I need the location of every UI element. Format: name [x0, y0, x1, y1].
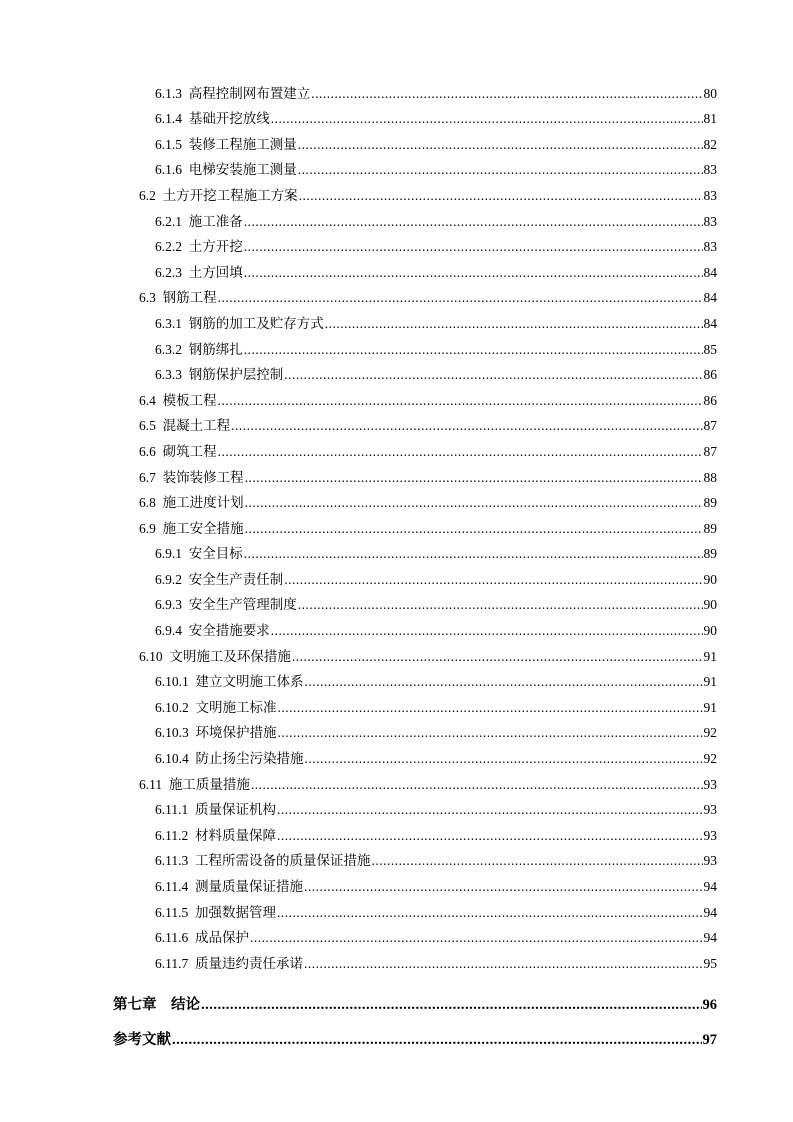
toc-entry-label	[155, 85, 310, 103]
toc-page-number: 94	[703, 904, 717, 920]
toc-entry[interactable]	[155, 563, 717, 589]
toc-entry-number: 6.5	[139, 418, 156, 434]
toc-dot-leader	[277, 827, 703, 845]
toc-entry-number: 6.11	[139, 776, 163, 792]
toc-page-number: 90	[703, 571, 717, 587]
toc-entry-number: 6.9.1	[155, 546, 182, 562]
toc-entry-title: 高程控制网布置建立	[188, 85, 311, 101]
toc-entry-title: 钢筋绑扎	[188, 341, 243, 357]
toc-entry[interactable]	[155, 538, 717, 564]
toc-page-number: 83	[703, 213, 717, 229]
toc-entry-label	[155, 622, 270, 640]
toc-dot-leader	[305, 673, 703, 691]
toc-entry[interactable]	[155, 794, 717, 820]
toc-page-number: 93	[703, 802, 717, 818]
toc-entry[interactable]	[155, 256, 717, 282]
toc-entry-number: 6.9	[139, 520, 156, 536]
toc-page-number: 90	[703, 597, 717, 613]
toc-page-number: 86	[703, 392, 717, 408]
toc-dot-leader	[304, 955, 703, 973]
toc-entry-number: 6.6	[139, 443, 156, 459]
toc-entry-label	[155, 724, 277, 742]
toc-page-number: 90	[703, 623, 717, 639]
toc-entry[interactable]	[155, 870, 717, 896]
toc-entry-label	[139, 520, 244, 538]
toc-page-number: 93	[703, 827, 717, 843]
toc-entry-label	[113, 1031, 171, 1049]
toc-entry-label	[155, 699, 277, 717]
toc-entry-label	[113, 996, 200, 1014]
toc-page-number: 93	[703, 776, 717, 792]
toc-entry[interactable]	[155, 589, 717, 615]
toc-chapter-title: 结论	[171, 996, 200, 1013]
toc-dot-leader	[250, 929, 703, 947]
toc-entry-title: 安全生产管理制度	[188, 597, 297, 613]
toc-page-number: 85	[703, 341, 717, 357]
toc-entry-title: 混凝土工程	[162, 418, 231, 434]
toc-entry-number: 6.8	[139, 495, 156, 511]
toc-entry-label	[139, 443, 217, 461]
toc-entry-label	[155, 852, 371, 870]
toc-entry-label	[155, 955, 303, 973]
toc-entry-label	[155, 596, 297, 614]
toc-entry-label	[155, 929, 249, 947]
toc-entry-title: 加强数据管理	[195, 904, 276, 920]
toc-entry-number: 6.3.3	[155, 367, 182, 383]
toc-page-number: 92	[703, 725, 717, 741]
toc-dot-leader	[231, 417, 702, 435]
toc-page-number: 95	[703, 955, 717, 971]
toc-page-number: 83	[703, 239, 717, 255]
toc-entry-number: 6.1.5	[155, 136, 182, 152]
toc-entry-label	[155, 161, 297, 179]
toc-page-number: 91	[703, 674, 717, 690]
toc-entry-number: 6.10	[139, 648, 163, 664]
toc-chapter-title: 参考文献	[113, 1031, 171, 1048]
toc-entry-number: 6.11.6	[155, 930, 189, 946]
toc-dot-leader	[278, 724, 703, 742]
toc-entry-number: 6.11.2	[155, 827, 189, 843]
toc-entry[interactable]	[155, 845, 717, 871]
toc-page-number: 87	[703, 418, 717, 434]
toc-dot-leader	[305, 750, 703, 768]
toc-dot-leader	[298, 161, 703, 179]
toc-page-number: 91	[703, 699, 717, 715]
toc-entry-number: 6.11.3	[155, 853, 189, 869]
toc-entry-label	[139, 776, 250, 794]
toc-entry[interactable]	[155, 103, 717, 129]
toc-page-number: 86	[703, 367, 717, 383]
toc-dot-leader	[172, 1031, 702, 1049]
toc-entry-number: 6.3	[139, 290, 156, 306]
toc-page-number: 84	[703, 264, 717, 280]
toc-entry[interactable]	[139, 179, 717, 205]
toc-dot-leader	[201, 996, 702, 1014]
toc-entry-title: 土方开挖	[188, 239, 243, 255]
toc-entry-number: 6.10.3	[155, 725, 189, 741]
toc-dot-leader	[218, 289, 703, 307]
toc-entry-number: 6.9.2	[155, 571, 182, 587]
toc-entry[interactable]	[155, 691, 717, 717]
toc-dot-leader	[372, 852, 703, 870]
toc-page-number: 87	[703, 443, 717, 459]
toc-entry-title: 钢筋保护层控制	[188, 367, 284, 383]
toc-dot-leader	[304, 878, 703, 896]
toc-entry-number: 6.1.6	[155, 162, 182, 178]
toc-dot-leader	[299, 187, 703, 205]
toc-dot-leader	[278, 699, 703, 717]
toc-entry-label	[155, 238, 243, 256]
toc-dot-leader	[244, 545, 703, 563]
toc-page-number: 89	[703, 520, 717, 536]
toc-page-number: 89	[703, 546, 717, 562]
toc-dot-leader	[244, 264, 703, 282]
toc-entry-title: 防止扬尘污染措施	[195, 751, 304, 767]
toc-entry[interactable]	[155, 666, 717, 692]
toc-dot-leader	[298, 136, 703, 154]
toc-entry-title: 成品保护	[195, 930, 249, 946]
toc-entry-label	[155, 110, 270, 128]
toc-entry-number: 6.7	[139, 469, 156, 485]
toc-dot-leader	[271, 110, 703, 128]
toc-entry-number: 6.2.1	[155, 213, 182, 229]
toc-entry[interactable]	[155, 947, 717, 973]
toc-entry[interactable]	[139, 461, 717, 487]
toc-entry-label	[155, 545, 243, 563]
toc-page-number: 81	[703, 111, 717, 127]
toc-entry-number: 6.11.1	[155, 802, 189, 818]
toc-dot-leader	[298, 596, 703, 614]
toc-entry[interactable]	[139, 435, 717, 461]
toc-entry[interactable]	[155, 359, 717, 385]
toc-entry-label	[155, 878, 303, 896]
toc-chapter[interactable]	[113, 979, 717, 1014]
toc-entry-title: 文明施工及环保措施	[169, 648, 291, 664]
toc-entry[interactable]	[139, 384, 717, 410]
toc-dot-leader	[218, 443, 703, 461]
toc-dot-leader	[284, 366, 702, 384]
toc-dot-leader	[244, 213, 703, 231]
toc-entry-label	[139, 494, 244, 512]
toc-entry[interactable]	[155, 154, 717, 180]
toc-page-number: 96	[702, 996, 717, 1013]
toc-entry-title: 材料质量保障	[195, 827, 276, 843]
toc-page-number: 84	[703, 315, 717, 331]
toc-entry[interactable]	[155, 922, 717, 948]
toc-entry-number: 6.2.2	[155, 239, 182, 255]
toc-entry-label	[155, 315, 324, 333]
toc-entry[interactable]	[139, 768, 717, 794]
toc-dot-leader	[277, 904, 703, 922]
toc-entry[interactable]	[155, 819, 717, 845]
toc-entry[interactable]	[155, 205, 717, 231]
toc-dot-leader	[311, 85, 702, 103]
toc-entry-title: 钢筋工程	[162, 290, 217, 306]
toc-entry-number: 6.10.4	[155, 751, 189, 767]
toc-entry-title: 质量违约责任承诺	[195, 955, 303, 971]
toc-entry-title: 安全目标	[188, 546, 243, 562]
toc-entry-label	[155, 750, 304, 768]
toc-dot-leader	[277, 801, 703, 819]
toc-page-number: 83	[703, 187, 717, 203]
toc-dot-leader	[245, 469, 703, 487]
toc-entry-number: 6.10.2	[155, 699, 189, 715]
toc-page-number: 92	[703, 751, 717, 767]
toc-entry-title: 土方开挖工程施工方案	[162, 187, 298, 203]
toc-entry-label	[139, 469, 244, 487]
toc-entry-number: 6.3.1	[155, 315, 182, 331]
toc-page-number: 89	[703, 495, 717, 511]
toc-entry[interactable]	[155, 614, 717, 640]
toc-entry-number: 6.4	[139, 392, 156, 408]
toc-entry[interactable]	[155, 77, 717, 103]
toc-page-number: 94	[703, 930, 717, 946]
toc-page-number: 84	[703, 290, 717, 306]
toc-entry-title: 砌筑工程	[162, 443, 217, 459]
toc-entry-label	[155, 673, 304, 691]
toc-entry[interactable]	[139, 410, 717, 436]
toc-entry-number: 6.1.3	[155, 85, 182, 101]
toc-entry[interactable]	[155, 231, 717, 257]
toc-page-number: 80	[703, 85, 717, 101]
toc-page-number: 83	[703, 162, 717, 178]
toc-dot-leader	[251, 776, 703, 794]
toc-entry-number: 6.9.3	[155, 597, 182, 613]
toc-entry[interactable]	[155, 307, 717, 333]
toc-dot-leader	[292, 648, 703, 666]
toc-entry-number: 6.2.3	[155, 264, 182, 280]
toc-entry[interactable]	[155, 333, 717, 359]
toc-page-number: 94	[703, 879, 717, 894]
toc-entry-label	[155, 341, 243, 359]
toc-entry-label	[155, 827, 276, 845]
toc-entry[interactable]	[139, 282, 717, 308]
toc-entry-title: 装修工程施工测量	[188, 136, 297, 152]
table-of-contents	[0, 77, 793, 1049]
toc-entry-title: 测量质量保证措施	[195, 879, 303, 894]
toc-page-number: 93	[703, 853, 717, 869]
toc-entry-number: 6.10.1	[155, 674, 189, 690]
toc-entry[interactable]	[155, 896, 717, 922]
toc-entry-title: 安全生产责任制	[188, 571, 284, 587]
toc-entry-title: 安全措施要求	[188, 623, 270, 639]
toc-dot-leader	[244, 341, 703, 359]
toc-entry-label	[139, 417, 230, 435]
toc-entry-number: 6.2	[139, 187, 156, 203]
toc-entry-title: 施工准备	[188, 213, 243, 229]
toc-entry-label	[139, 648, 291, 666]
toc-dot-leader	[271, 622, 703, 640]
toc-entry-title: 环境保护措施	[195, 725, 277, 741]
toc-page-number: 88	[703, 469, 717, 485]
toc-entry-title: 文明施工标准	[195, 699, 277, 715]
toc-entry-title: 基础开挖放线	[188, 111, 270, 127]
toc-entry-number: 6.3.2	[155, 341, 182, 357]
toc-entry[interactable]	[155, 717, 717, 743]
toc-entry-title: 电梯安装施工测量	[188, 162, 297, 178]
toc-entry-number: 6.1.4	[155, 111, 182, 127]
toc-page-number: 91	[703, 648, 717, 664]
toc-dot-leader	[244, 238, 703, 256]
toc-entry-label	[155, 136, 297, 154]
toc-entry-number: 6.11.7	[155, 955, 189, 971]
toc-entry[interactable]	[139, 512, 717, 538]
toc-entry-title: 土方回填	[188, 264, 243, 280]
toc-entry-label	[155, 366, 283, 384]
toc-page-number: 82	[703, 136, 717, 152]
toc-chapter-number: 第七章	[113, 996, 157, 1013]
toc-entry-title: 质量保证机构	[195, 802, 276, 818]
toc-dot-leader	[245, 520, 703, 538]
toc-dot-leader	[325, 315, 703, 333]
toc-entry[interactable]	[139, 640, 717, 666]
toc-entry-label	[155, 571, 283, 589]
toc-entry-title: 建立文明施工体系	[195, 674, 304, 690]
toc-entry-label	[139, 392, 217, 410]
toc-chapter[interactable]	[113, 1014, 717, 1049]
toc-entry-label	[139, 289, 217, 307]
toc-entry[interactable]	[155, 742, 717, 768]
toc-entry-title: 钢筋的加工及贮存方式	[188, 315, 324, 331]
toc-entry-title: 装饰装修工程	[162, 469, 244, 485]
toc-entry-title: 模板工程	[162, 392, 217, 408]
toc-page-number: 97	[702, 1031, 717, 1048]
toc-dot-leader	[218, 392, 703, 410]
toc-dot-leader	[284, 571, 702, 589]
toc-entry-title: 施工进度计划	[162, 495, 244, 511]
toc-entry-number: 6.9.4	[155, 623, 182, 639]
toc-entry-label	[155, 264, 243, 282]
toc-entry[interactable]	[139, 487, 717, 513]
toc-entry[interactable]	[155, 128, 717, 154]
toc-entry-label	[155, 213, 243, 231]
toc-entry-number: 6.11.4	[155, 879, 189, 894]
toc-entry-number: 6.11.5	[155, 904, 189, 920]
toc-entry-title: 施工安全措施	[162, 520, 244, 536]
toc-entry-title: 工程所需设备的质量保证措施	[195, 853, 371, 869]
toc-entry-title: 施工质量措施	[168, 776, 250, 792]
toc-entry-label	[155, 904, 276, 922]
toc-entry-label	[139, 187, 298, 205]
toc-entry-label	[155, 801, 276, 819]
toc-dot-leader	[245, 494, 703, 512]
